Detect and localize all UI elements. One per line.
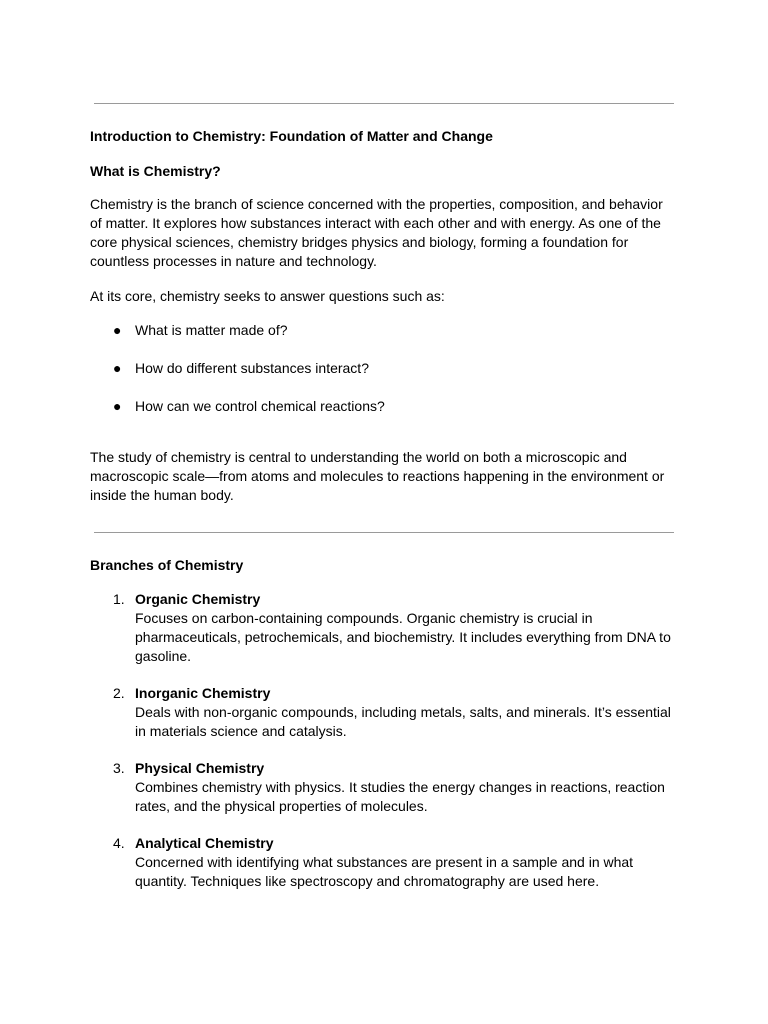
branch-description: Deals with non-organic compounds, including metals, salts, and minerals. It’s essential in materials science and catalysis. <box>135 704 671 739</box>
branch-title: Analytical Chemistry <box>135 835 274 851</box>
branch-body <box>135 834 675 891</box>
branch-body <box>135 684 675 741</box>
section-heading-branches: Branches of Chemistry <box>90 557 244 573</box>
bullet-icon: ● <box>113 360 122 376</box>
intro-paragraph: Chemistry is the branch of science concerned with the properties, composition, and behavior of matter. It explores how substances interact with each other and with energy. As one of the core physical sciences, chemistry bridges physics and biology, forming a foundation for countless processes in nature and technology. <box>90 196 663 269</box>
bullet-icon: ● <box>113 398 122 414</box>
branch-description: Focuses on carbon-containing compounds. Organic chemistry is crucial in pharmaceuticals, petrochemicals, and biochemistry. It includes everything from DNA to gasoline. <box>135 610 671 664</box>
list-item <box>90 397 690 416</box>
questions-intro-paragraph: At its core, chemistry seeks to answer questions such as: <box>90 288 445 304</box>
branch-title: Inorganic Chemistry <box>135 685 271 701</box>
list-number: 1. <box>113 591 125 607</box>
list-number: 4. <box>113 835 125 851</box>
branch-body <box>135 759 675 816</box>
list-item <box>90 321 690 340</box>
bullet-icon: ● <box>113 322 122 338</box>
list-number: 2. <box>113 685 125 701</box>
section-heading-what-is-chemistry: What is Chemistry? <box>90 163 221 179</box>
top-divider <box>94 103 674 104</box>
branch-description: Combines chemistry with physics. It studies the energy changes in reactions, reaction rates, and the physical properties of molecules. <box>135 779 665 814</box>
section-divider <box>94 532 674 533</box>
list-number: 3. <box>113 760 125 776</box>
branch-description: Concerned with identifying what substances are present in a sample and in what quantity. Techniques like spectroscopy and chromatography are used here. <box>135 854 634 889</box>
list-item <box>90 359 690 378</box>
branch-body <box>135 590 675 666</box>
list-item-text: What is matter made of? <box>135 322 288 338</box>
document-title: Introduction to Chemistry: Foundation of Matter and Change <box>90 128 493 144</box>
branch-title: Physical Chemistry <box>135 760 265 776</box>
list-item-text: How can we control chemical reactions? <box>135 398 385 414</box>
branch-title: Organic Chemistry <box>135 591 261 607</box>
closing-paragraph: The study of chemistry is central to understanding the world on both a microscopic and macroscopic scale—from atoms and molecules to reactions happening in the environment or inside the human body. <box>90 449 665 503</box>
list-item-text: How do different substances interact? <box>135 360 369 376</box>
